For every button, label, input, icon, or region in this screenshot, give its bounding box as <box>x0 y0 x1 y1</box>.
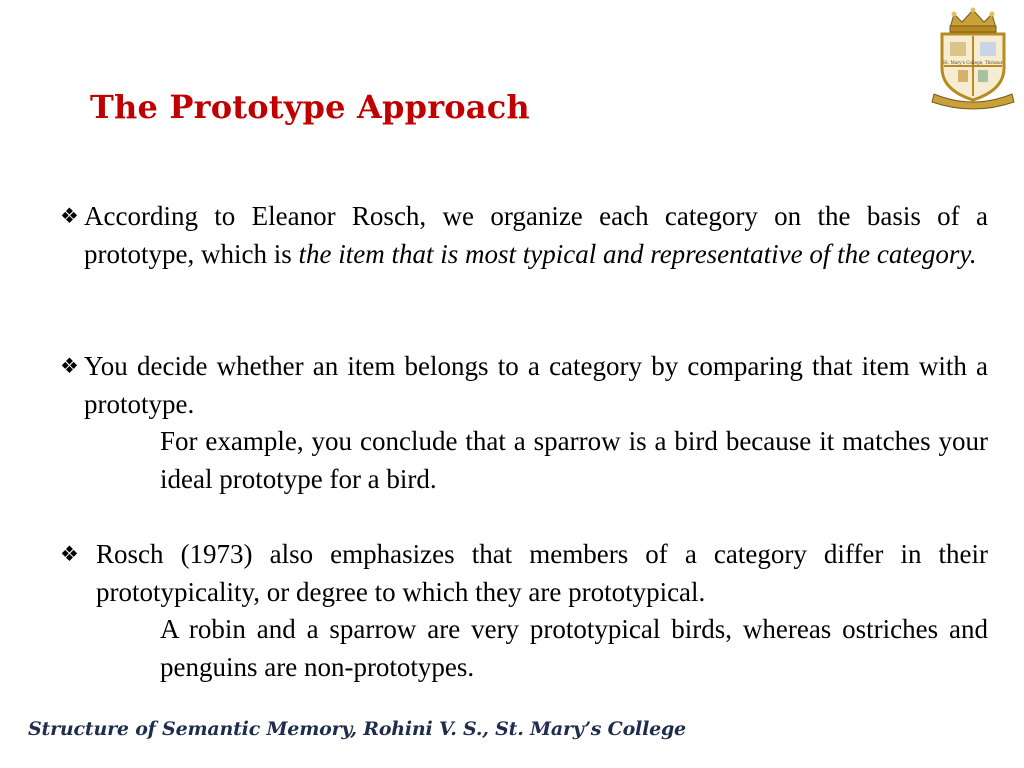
bullet-3-text: Rosch (1973) also emphasizes that members of a category differ in their prototypicality, or degree to which they are prototypical. <box>96 539 988 607</box>
bullet-1-italic-text: the item that is most typical and representative of the category. <box>298 239 977 269</box>
bullet-2-text: You decide whether an item belongs to a category by comparing that item with a prototype. <box>84 351 988 419</box>
bullet-1 <box>60 197 988 273</box>
bullet-2-example: For example, you conclude that a sparrow is a bird because it matches your ideal prototype for a bird. <box>160 426 988 494</box>
diamond-bullet-icon: ❖ <box>60 542 79 566</box>
college-crest-logo <box>928 6 1018 112</box>
slide-title: The Prototype Approach <box>90 88 530 126</box>
diamond-bullet-icon: ❖ <box>60 204 79 228</box>
bullet-2 <box>60 347 988 423</box>
logo-caption: St. Mary's College, Thrissur <box>943 60 1003 65</box>
diamond-bullet-icon: ❖ <box>60 354 79 378</box>
bullet-3-example: A robin and a sparrow are very prototypical birds, whereas ostriches and penguins are non-prototypes. <box>160 614 988 682</box>
slide-footer: Structure of Semantic Memory, Rohini V. S., St. Mary’s College <box>28 718 686 740</box>
bullet-3 <box>60 535 988 611</box>
bullet-1-text: According to Eleanor Rosch, we organize each category on the basis of a prototype, which is <box>84 201 988 269</box>
